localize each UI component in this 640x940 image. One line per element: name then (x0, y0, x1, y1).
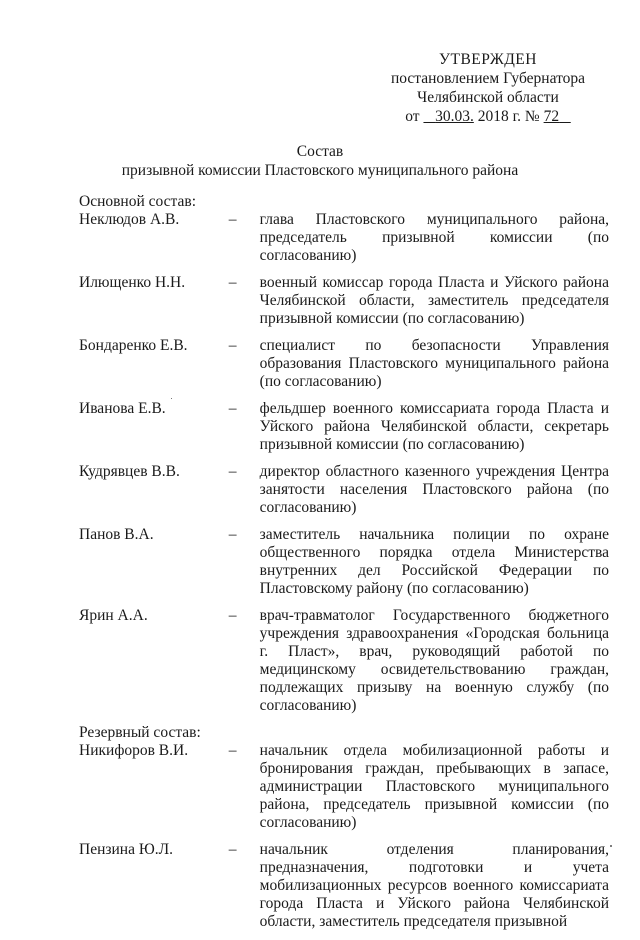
member-position: врач-травматолог Государственного бюджетного учреждения здравоохранения «Городская больница г. Пласт», врач, руководящий работой по медицинскому освидетельствованию граждан, подлежащих призыву на военную службу (по согласованию) (259, 607, 609, 714)
reserve-members-list (79, 742, 609, 931)
member-dash: – (228, 841, 237, 858)
member-row (79, 607, 609, 715)
main-members-list (79, 211, 609, 715)
member-row (79, 841, 609, 931)
member-name: Никифоров В.И. (79, 742, 189, 759)
member-row (79, 211, 609, 265)
date-value: 30.03. (435, 108, 474, 125)
member-dash: – (228, 211, 237, 228)
member-position: специалист по безопасности Управления образования Пластовского муниципального района (по согласованию) (259, 337, 609, 390)
date-prefix: от (405, 108, 420, 125)
member-position: глава Пластовского муниципального района, председатель призывной комиссии (по согласованию) (259, 211, 609, 264)
decree-number: 72 (543, 108, 560, 125)
title-line-1: Состав (296, 143, 344, 160)
member-dash: – (228, 400, 237, 417)
member-name: Бондаренко Е.В. (79, 337, 188, 354)
member-dash: – (228, 607, 237, 624)
member-dash: – (228, 274, 237, 291)
member-name: Ярин А.А. (79, 607, 148, 624)
main-section-label: Основной состав: (79, 193, 197, 210)
member-name: Панов В.А. (79, 526, 154, 543)
member-dash: – (228, 337, 237, 354)
approval-stamp (378, 50, 598, 126)
member-name: Илющенко Н.Н. (79, 274, 186, 291)
title-line-2: призывной комиссии Пластовского муниципального района (121, 162, 519, 179)
member-row (79, 742, 609, 832)
approval-date-line (378, 107, 598, 126)
member-dash: – (228, 463, 237, 480)
member-position: заместитель начальника полиции по охране общественного порядка отдела Министерства внутренних дел Российской Федерации по Пластовскому району (по согласованию) (259, 526, 609, 597)
commission-list (79, 193, 609, 940)
reserve-section-label: Резервный состав: (79, 724, 201, 741)
member-position: военный комиссар города Пласта и Уйского района Челябинской области, заместитель председателя призывной комиссии (по согласованию) (259, 274, 609, 327)
member-row (79, 463, 609, 517)
member-name: Иванова Е.В. (79, 400, 166, 417)
member-position: начальник отделения планирования, предназначения, подготовки и учета мобилизационных ресурсов военного комиссариата города Пласта и Уйского района Челябинской области, заместитель председателя призывной (259, 841, 609, 930)
member-row (79, 337, 609, 391)
document-title (0, 142, 640, 180)
member-row (79, 526, 609, 598)
member-position: начальник отдела мобилизационной работы и бронирования граждан, пребывающих в запасе, администрации Пластовского муниципального района, председатель призывной комиссии (по согласованию) (259, 742, 609, 831)
approval-region-line: Челябинской области (417, 89, 559, 106)
member-name: Пензина Ю.Л. (79, 841, 174, 858)
scan-speck (610, 845, 612, 847)
member-position: директор областного казенного учреждения Центра занятости населения Пластовского района (по согласованию) (259, 463, 609, 516)
member-row (79, 274, 609, 328)
member-dash: – (228, 742, 237, 759)
approval-title: УТВЕРЖДЕН (439, 51, 537, 68)
approval-decree-line: постановлением Губернатора (390, 70, 586, 87)
scan-speck (171, 398, 172, 399)
year-text: 2018 г. № (477, 108, 540, 125)
member-dash: – (228, 526, 237, 543)
member-name: Кудрявцев В.В. (79, 463, 180, 480)
member-row (79, 400, 609, 454)
member-position: фельдшер военного комиссариата города Пласта и Уйского района Челябинской области, секретарь призывной комиссии (по согласованию) (259, 400, 609, 453)
member-name: Неклюдов А.В. (79, 211, 180, 228)
